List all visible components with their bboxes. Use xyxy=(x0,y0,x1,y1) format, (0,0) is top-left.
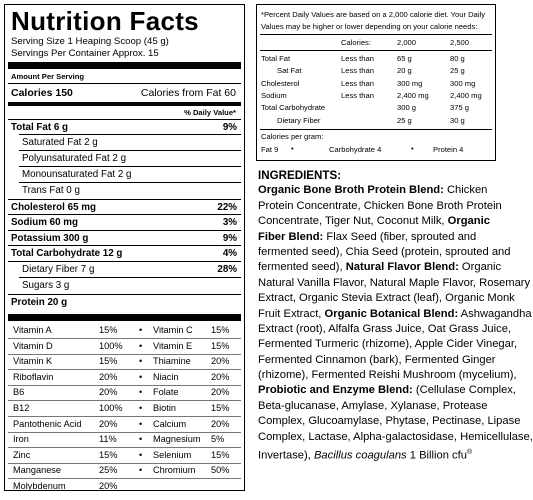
amount-per-serving: Amount Per Serving xyxy=(11,72,84,81)
dv-2500-value: 375 g xyxy=(450,103,470,113)
ingredient-text: Beta-glucanase, Amylase, Xylanase, Protease xyxy=(258,399,488,412)
vitamin-percent: 15% xyxy=(99,325,118,335)
calories-from-fat: Calories from Fat 60 xyxy=(140,87,236,99)
ingredient-blend-heading: Fiber Blend: xyxy=(258,230,324,243)
nutrient-label: Cholesterol 65 mg xyxy=(11,202,96,213)
vitamin-name: Thiamine xyxy=(153,356,191,367)
carb-per-gram: Carbohydrate 4 xyxy=(329,145,382,154)
vitamin-percent: 20% xyxy=(211,356,230,367)
bullet: • xyxy=(139,403,143,413)
medium-divider xyxy=(8,102,241,106)
ingredients-line xyxy=(258,430,533,445)
ingredient-blend-heading: Organic Bone Broth Protein Blend: xyxy=(258,184,444,197)
vitamin-percent: 20% xyxy=(99,387,118,398)
ingredients-line xyxy=(258,245,511,260)
divider xyxy=(8,214,241,215)
divider xyxy=(8,245,241,246)
divider xyxy=(8,261,241,262)
dv-2500-value: 30 g xyxy=(450,115,465,125)
protein-per-gram: Protein 4 xyxy=(433,145,464,154)
vitamin-percent: 100% xyxy=(99,340,123,351)
bullet: • xyxy=(139,418,143,429)
ingredient-text: ® xyxy=(466,449,473,457)
dv-2500-value: 300 mg xyxy=(450,78,476,88)
dv-nutrient: Total Fat xyxy=(261,54,291,63)
divider xyxy=(8,400,241,401)
ingredient-blend-heading: Organic Botanical Blend: xyxy=(324,307,459,320)
vitamin-percent: 20% xyxy=(99,418,118,429)
vitamin-name: Manganese xyxy=(13,465,62,476)
divider xyxy=(8,83,241,84)
nutrient-label: Saturated Fat 2 g xyxy=(22,137,98,148)
ingredients-line xyxy=(258,383,516,398)
divider xyxy=(19,182,241,183)
dv-2500-value: 25 g xyxy=(450,66,465,76)
ingredient-text: Extract, Organic Stevia Extract (leaf), Organic Monk xyxy=(258,292,515,305)
vitamin-name: Biotin xyxy=(153,403,176,413)
dv-condition: Less than xyxy=(341,90,374,100)
vitamin-name: Vitamin K xyxy=(13,356,53,367)
nutrient-label: Dietary Fiber 7 g xyxy=(22,264,95,275)
ingredient-text: Organic xyxy=(458,261,502,274)
nutrient-label: Polyunsaturated Fat 2 g xyxy=(22,153,127,164)
fat-per-gram: Fat 9 xyxy=(261,145,279,154)
vitamin-percent: 15% xyxy=(211,325,230,335)
bullet: • xyxy=(139,465,143,476)
divider xyxy=(260,50,492,51)
serving-size: Serving Size 1 Heaping Scoop (45 g) xyxy=(11,36,169,47)
dv-note-line2: Values may be higher or lower depending on your calorie needs: xyxy=(261,22,478,31)
dv-nutrient: Cholesterol xyxy=(261,78,300,88)
ingredients-line xyxy=(258,183,498,198)
nutrient-daily-value: 9% xyxy=(222,233,237,244)
vitamin-percent: 20% xyxy=(211,387,230,398)
bullet: • xyxy=(139,371,143,382)
vitamin-name: Iron xyxy=(13,434,29,445)
nutrient-daily-value: 28% xyxy=(217,264,237,275)
divider xyxy=(19,134,241,135)
divider xyxy=(19,166,241,167)
divider xyxy=(8,463,241,464)
calories-label: Calories 150 xyxy=(11,87,73,99)
nutrient-label: Total Fat 6 g xyxy=(11,122,68,133)
ingredients-line xyxy=(258,445,498,460)
thick-divider xyxy=(8,314,241,321)
divider xyxy=(8,230,241,231)
ingredient-blend-heading: Natural Flavor Blend: xyxy=(345,261,459,274)
ingredients-line xyxy=(258,230,498,245)
divider xyxy=(8,478,241,479)
dv-nutrient: Sodium xyxy=(261,90,287,100)
divider xyxy=(8,338,241,339)
dv-2000-value: 2,400 mg xyxy=(397,90,429,100)
dv-2000-value: 20 g xyxy=(397,66,412,76)
ingredients-line xyxy=(258,368,517,383)
ingredients-line xyxy=(258,353,498,368)
vitamin-name: Selenium xyxy=(153,449,192,460)
dv-condition: Less than xyxy=(341,78,374,88)
nutrient-label: Sodium 60 mg xyxy=(11,217,78,228)
divider xyxy=(8,354,241,355)
vitamin-name: Molybdenum xyxy=(13,481,66,491)
divider xyxy=(260,34,492,35)
ingredients-line xyxy=(258,291,515,306)
dv-condition: Less than xyxy=(341,54,374,63)
dv-nutrient: Dietary Fiber xyxy=(277,115,321,125)
vitamin-percent: 25% xyxy=(99,465,118,476)
ingredient-text: Flax Seed (fiber, sprouted and xyxy=(323,230,477,243)
dv-nutrient: Total Carbohydrate xyxy=(261,103,326,113)
dv-2000-value: 25 g xyxy=(397,115,412,125)
nutrient-label: Trans Fat 0 g xyxy=(22,185,80,196)
calories-per-gram-label: Calories per gram: xyxy=(261,132,324,141)
vitamin-name: Vitamin C xyxy=(153,325,193,335)
daily-values-table xyxy=(256,4,496,161)
vitamin-name: B12 xyxy=(13,403,30,413)
vitamin-name: Riboflavin xyxy=(13,371,54,382)
nutrient-label: Monounsaturated Fat 2 g xyxy=(22,169,132,180)
nutrient-label: Protein 20 g xyxy=(11,297,68,308)
divider xyxy=(8,294,241,295)
vitamin-name: Folate xyxy=(153,387,179,398)
divider xyxy=(19,277,241,278)
dv-2000-value: 65 g xyxy=(397,54,412,63)
ingredient-blend-heading: Organic xyxy=(447,215,490,228)
vitamin-name: Chromium xyxy=(153,465,196,476)
nutrient-daily-value: 3% xyxy=(222,217,237,228)
divider xyxy=(8,447,241,448)
vitamin-name: Magnesium xyxy=(153,434,201,445)
divider xyxy=(8,385,241,386)
ingredient-text: Fermented Cinnamon (bark), Fermented Ginger xyxy=(258,353,496,366)
vitamin-percent: 20% xyxy=(211,418,230,429)
dv-2000-value: 300 mg xyxy=(397,78,423,88)
ingredient-text: Fruit Extract, xyxy=(258,307,325,320)
divider xyxy=(8,119,241,120)
ingredients-line xyxy=(258,337,518,352)
ingredients-line xyxy=(258,276,531,291)
dv-2000-value: 300 g xyxy=(397,103,417,113)
ingredient-text: (Cellulase Complex, xyxy=(412,384,516,397)
divider xyxy=(8,416,241,417)
ingredients-title: INGREDIENTS: xyxy=(258,169,342,182)
ingredient-text: Bacillus coagulans xyxy=(313,449,407,462)
ingredient-text: fermented seed), Chia Seed (protein, sprouted and xyxy=(258,245,511,258)
vitamin-percent: 100% xyxy=(99,403,123,413)
ingredient-text: Complex, Glucoamylase, Phytase, Pectinase, Lipase xyxy=(258,415,521,428)
nutrient-daily-value: 4% xyxy=(222,248,237,259)
ingredients-line xyxy=(258,260,502,275)
vitamin-name: Niacin xyxy=(153,371,179,382)
ingredients-line xyxy=(258,322,512,337)
vitamin-percent: 11% xyxy=(99,434,117,445)
vitamin-percent: 15% xyxy=(99,449,118,460)
bullet: • xyxy=(139,449,143,460)
bullet: • xyxy=(139,356,143,367)
vitamin-name: Vitamin A xyxy=(13,325,52,335)
daily-value-header: % Daily Value* xyxy=(184,108,236,117)
ingredient-text: Complex, Lactase, Alpha-galactosidase, Hemicellulase, xyxy=(258,430,533,443)
nutrient-daily-value: 22% xyxy=(217,202,237,213)
bullet: • xyxy=(139,340,143,351)
vitamin-percent: 15% xyxy=(99,356,118,367)
bullet: • xyxy=(411,144,414,153)
ingredients-line xyxy=(258,214,498,229)
servings-per-container: Servings Per Container Approx. 15 xyxy=(11,48,159,59)
dv-note-line1: *Percent Daily Values are based on a 2,000 calorie diet. Your Daily xyxy=(261,10,486,19)
vitamin-percent: 15% xyxy=(211,403,230,413)
vitamin-percent: 50% xyxy=(211,465,230,476)
vitamin-percent: 20% xyxy=(99,371,118,382)
nutrition-facts-title: Nutrition Facts xyxy=(11,6,199,36)
bullet: • xyxy=(139,387,143,398)
vitamin-percent: 20% xyxy=(99,481,118,491)
dv-nutrient: Sat Fat xyxy=(277,66,302,76)
vitamin-name: Vitamin E xyxy=(153,340,193,351)
ingredient-text: Ashwagandha xyxy=(458,307,532,320)
vitamin-percent: 15% xyxy=(211,340,230,351)
ingredient-text: Natural Vanilla Flavor, Natural Maple Flavor, Rosemary xyxy=(258,276,531,289)
ingredients-line xyxy=(258,307,532,322)
dv-calories-header: Calories: xyxy=(341,38,371,47)
ingredient-text: 1 Billion cfu xyxy=(406,449,467,462)
ingredient-text: fermented seed), xyxy=(258,261,346,274)
vitamin-percent: 15% xyxy=(211,449,230,460)
ingredients-line xyxy=(258,414,521,429)
divider xyxy=(8,199,241,200)
ingredient-text: (rhizome), Fermented Reishi Mushroom (mycelium), xyxy=(258,369,517,382)
divider xyxy=(19,150,241,151)
dv-2500-header: 2,500 xyxy=(450,38,470,47)
nutrient-label: Potassium 300 g xyxy=(11,233,89,244)
nutrient-label: Sugars 3 g xyxy=(22,280,70,291)
ingredients-section xyxy=(258,168,533,462)
vitamin-name: Calcium xyxy=(153,418,187,429)
ingredients-text xyxy=(258,183,533,462)
ingredient-text: Extract (root), Alfalfa Grass Juice, Oat Grass Juice, xyxy=(258,322,512,335)
ingredient-text: Concentrate, Tiger Nut, Coconut Milk, xyxy=(258,215,448,228)
ingredient-text: Fermented Turmeric (rhizome), Apple Cider Vinegar, xyxy=(258,338,518,351)
dv-2500-value: 80 g xyxy=(450,54,465,63)
vitamin-percent: 5% xyxy=(211,434,225,445)
dv-2500-value: 2,400 mg xyxy=(450,90,482,100)
bullet: • xyxy=(139,325,143,335)
ingredients-line xyxy=(258,199,502,214)
ingredient-text: Chicken xyxy=(443,184,488,197)
divider xyxy=(260,129,492,130)
dv-condition: Less than xyxy=(341,66,374,76)
vitamin-percent: 20% xyxy=(211,371,230,382)
vitamin-name: Zinc xyxy=(13,449,31,460)
vitamin-name: Vitamin D xyxy=(13,340,53,351)
divider xyxy=(8,369,241,370)
ingredient-text: Invertase), xyxy=(258,449,314,462)
ingredient-blend-heading: Probiotic and Enzyme Blend: xyxy=(258,384,413,397)
dv-2000-header: 2,000 xyxy=(397,38,417,47)
ingredients-line xyxy=(258,399,498,414)
bullet: • xyxy=(291,144,294,153)
vitamin-name: B6 xyxy=(13,387,25,398)
bullet: • xyxy=(139,434,143,445)
vitamin-name: Pantothenic Acid xyxy=(13,418,82,429)
nutrition-facts-panel xyxy=(4,4,245,491)
nutrient-daily-value: 9% xyxy=(222,122,237,133)
nutrient-label: Total Carbohydrate 12 g xyxy=(11,248,123,259)
ingredient-text: Protein Concentrate, Chicken Bone Broth Protein xyxy=(258,199,502,212)
thick-divider xyxy=(8,62,241,69)
divider xyxy=(8,432,241,433)
